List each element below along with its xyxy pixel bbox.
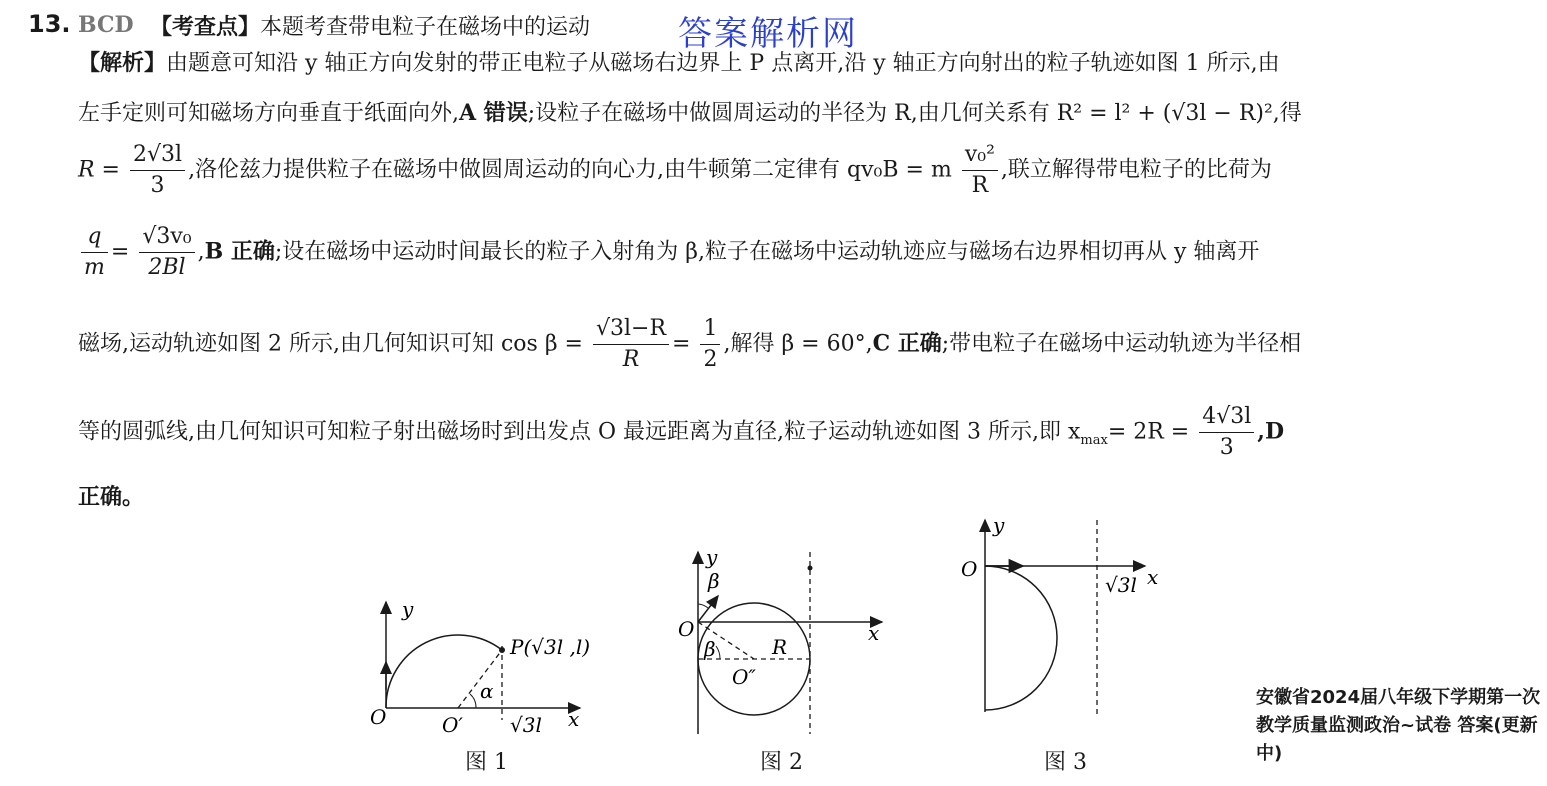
- label-alpha: α: [480, 679, 494, 703]
- solution-text: 左手定则可知磁场方向垂直于纸面向外,: [78, 101, 459, 126]
- solution-text: 正确。: [78, 484, 145, 510]
- label-y: y: [993, 513, 1005, 537]
- fraction-cos-beta: [593, 314, 669, 375]
- verdict-b: B 正确: [204, 238, 275, 265]
- fraction-xmax: [1199, 402, 1254, 463]
- topic-text: 本题考查带电粒子在磁场中的运动: [260, 15, 591, 40]
- figure-1-caption: 图 1: [465, 750, 508, 775]
- fraction-charge-ratio: [139, 222, 194, 283]
- label-r: R: [772, 635, 788, 659]
- subscript-max: max: [1080, 432, 1108, 448]
- answer-key: BCD: [78, 12, 134, 38]
- solution-line-6: [78, 402, 1284, 463]
- label-y: y: [706, 545, 718, 569]
- label-o-prime: O′: [442, 713, 463, 737]
- fraction-denominator: R: [971, 173, 989, 198]
- analysis-tag: 【解析】: [78, 50, 167, 76]
- fraction-numerator: 4√3l: [1199, 402, 1254, 433]
- figure-3: [955, 512, 1175, 722]
- figure-1: [360, 590, 600, 740]
- solution-line-3: [78, 140, 1272, 201]
- label-o: O: [370, 705, 387, 729]
- fraction-denominator: R: [622, 347, 640, 372]
- label-o: O: [678, 617, 695, 641]
- topic-line: [150, 10, 590, 41]
- label-root3l: √3l: [510, 713, 542, 737]
- label-o-double-prime: O″: [732, 665, 756, 689]
- fraction-numerator: q: [81, 222, 108, 253]
- solution-text: ,联立解得带电粒子的比荷为: [1000, 157, 1272, 183]
- fraction-denominator: 2: [703, 347, 718, 372]
- label-x: x: [1147, 565, 1159, 589]
- solution-text: 等的圆弧线,由几何知识可知粒子射出磁场时到出发点 O 最远距离为直径,粒子运动轨迹如图 3 所示,即 x: [78, 419, 1081, 445]
- solution-text: ,洛伦兹力提供粒子在磁场中做圆周运动的向心力,由牛顿第二定律有 qv₀B = m: [188, 157, 952, 183]
- solution-line-7: [78, 480, 144, 511]
- fraction-half: [700, 314, 720, 375]
- label-y: y: [402, 597, 414, 621]
- label-root3l: √3l: [1105, 573, 1137, 597]
- watermark-text: 答案解析网: [678, 14, 858, 54]
- label-beta-bottom: β: [704, 637, 716, 661]
- verdict-d: ,D: [1257, 418, 1285, 445]
- solution-line-5: [78, 314, 1301, 375]
- solution-line-2: [78, 96, 1302, 127]
- figure-2: [672, 544, 892, 744]
- beta-arc-bottom: [716, 646, 720, 659]
- figure-2-caption: 图 2: [760, 750, 803, 775]
- solution-text: ;设在磁场中运动时间最长的粒子入射角为 β,粒子在磁场中运动轨迹应与磁场右边界相切再从 y 轴离开: [274, 239, 1260, 265]
- fraction-numerator: 1: [700, 314, 720, 345]
- fraction-denominator: 3: [1219, 435, 1234, 460]
- label-x: x: [868, 621, 880, 645]
- solution-text: 由题意可知沿 y 轴正方向发射的带正电粒子从磁场右边界上 P 点离开,沿 y 轴正方向射出的粒子轨迹如图 1 所示,由: [166, 51, 1280, 76]
- figure-3-caption: 图 3: [1044, 750, 1087, 775]
- fraction-denominator: 3: [150, 173, 165, 198]
- label-o: O: [961, 557, 978, 581]
- solution-text: ,解得 β = 60°,: [723, 331, 873, 357]
- solution-text: 磁场,运动轨迹如图 2 所示,由几何知识可知 cos β =: [78, 331, 583, 357]
- solution-text: ;带电粒子在磁场中运动轨迹为半径相: [941, 331, 1302, 357]
- label-beta-top: β: [708, 569, 720, 593]
- fraction-numerator: v₀²: [962, 140, 998, 171]
- label-p: P(√3l ,l): [510, 635, 591, 659]
- formula-text: =: [110, 239, 130, 265]
- verdict-a: A 错误: [459, 100, 528, 126]
- trajectory-semicircle: [985, 566, 1057, 710]
- alpha-arc: [470, 694, 476, 708]
- fraction-numerator: 2√3l: [130, 140, 185, 171]
- solution-line-1: [78, 46, 1280, 77]
- source-note: 安徽省2024届八年级下学期第一次教学质量监测政治~试卷 答案(更新中): [1256, 687, 1541, 764]
- verdict-c: C 正确: [872, 330, 942, 357]
- point-p: [499, 647, 505, 653]
- question-number: 13.: [28, 10, 71, 38]
- fraction-radius: [130, 140, 185, 201]
- boundary-dot: [808, 566, 813, 571]
- beta-arc-top: [698, 604, 708, 608]
- solution-text: ,: [197, 239, 205, 265]
- fraction-numerator: √3l−R: [593, 314, 669, 345]
- formula-text: = 2R =: [1107, 419, 1190, 445]
- solution-text: ;设粒子在磁场中做圆周运动的半径为 R,由几何关系有 R² = l² + (√3l − R)²,得: [527, 101, 1302, 126]
- formula-text: =: [672, 331, 691, 357]
- fraction-denominator: m: [84, 255, 105, 280]
- formula-text: R =: [78, 157, 120, 183]
- fraction-numerator: √3v₀: [139, 222, 194, 253]
- fraction-q-m: [81, 222, 108, 283]
- solution-line-4: [78, 222, 1259, 283]
- fraction-centripetal: [962, 140, 998, 201]
- topic-tag: 【考查点】: [150, 14, 261, 40]
- label-x: x: [568, 707, 580, 731]
- fraction-denominator: 2Bl: [148, 255, 186, 280]
